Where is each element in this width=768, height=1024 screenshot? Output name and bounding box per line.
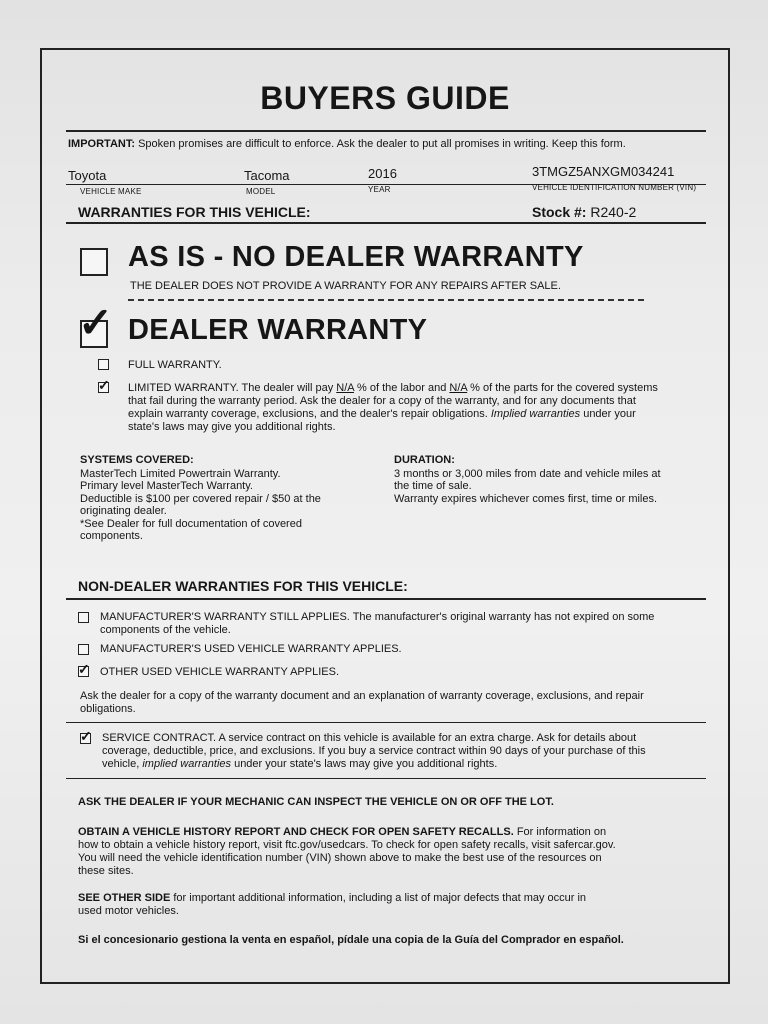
stock-label: Stock #: xyxy=(532,204,587,220)
vehicle-model-label: MODEL xyxy=(246,187,276,196)
buyers-guide-form xyxy=(40,48,730,984)
history-bold: OBTAIN A VEHICLE HISTORY REPORT AND CHECK FOR OPEN SAFETY RECALLS. xyxy=(78,826,514,838)
mfr-still-desc: The manufacturer's original warranty has not expired on some xyxy=(349,611,655,623)
limited-line-1a: LIMITED WARRANTY. The dealer will pay xyxy=(128,382,337,394)
full-warranty-label: FULL WARRANTY. xyxy=(128,359,222,371)
systems-line: MasterTech Limited Powertrain Warranty. xyxy=(80,468,281,480)
checkmark-icon: ✓ xyxy=(98,377,110,393)
service-line-3b: under your state's laws may give you additional rights. xyxy=(231,758,498,770)
warranties-rule xyxy=(66,222,706,224)
service-rule-bottom xyxy=(66,778,706,779)
important-label: IMPORTANT: xyxy=(68,138,136,150)
important-text: Spoken promises are difficult to enforce. Ask the dealer to put all promises in writing. Keep this form. xyxy=(135,138,626,150)
implied-warranties-italic: Implied warranties xyxy=(490,408,581,420)
stock-value: R240-2 xyxy=(590,204,637,220)
service-line-2: coverage, deductible, price, and exclusions. If you buy a service contract within 90 days of your purchase of this xyxy=(102,745,646,757)
vehicle-year-label: YEAR xyxy=(368,185,391,194)
other-side-bold: SEE OTHER SIDE xyxy=(78,892,171,904)
ask-dealer-copy xyxy=(80,690,710,716)
checkmark-icon: ✓ xyxy=(78,299,114,346)
labor-percent: N/A xyxy=(336,382,354,394)
service-rule-top xyxy=(66,722,706,723)
spanish-notice: Si el concesionario gestiona la venta en español, pídale una copia de la Guía del Comprador en español. xyxy=(78,934,624,946)
history-line-2: how to obtain a vehicle history report, visit ftc.gov/usedcars. To check for open safety recalls, visit safercar.gov. xyxy=(78,839,616,851)
service-line-3 xyxy=(102,758,712,771)
service-contract-text xyxy=(102,732,712,771)
systems-line: Primary level MasterTech Warranty. xyxy=(80,480,253,493)
form-title: BUYERS GUIDE xyxy=(260,80,510,116)
mfr-still-label: MANUFACTURER'S WARRANTY STILL APPLIES. xyxy=(100,611,350,623)
mfr-warranty-still-checkbox[interactable] xyxy=(78,612,89,623)
vehicle-vin-label: VEHICLE IDENTIFICATION NUMBER (VIN) xyxy=(532,183,697,192)
as-is-heading: AS IS - NO DEALER WARRANTY xyxy=(128,241,584,273)
checkmark-icon: ✓ xyxy=(80,728,92,744)
systems-line: *See Dealer for full documentation of covered xyxy=(80,517,302,530)
mfr-used-warranty-checkbox[interactable] xyxy=(78,644,89,655)
title-rule xyxy=(66,130,706,132)
mfr-still-line-1 xyxy=(100,611,710,624)
dashed-divider xyxy=(128,299,644,301)
service-line-1: SERVICE CONTRACT. A service contract on this vehicle is available for an extra charge. Ask for details about xyxy=(102,732,637,744)
as-is-subtext: THE DEALER DOES NOT PROVIDE A WARRANTY FOR ANY REPAIRS AFTER SALE. xyxy=(130,280,561,292)
as-is-checkbox[interactable] xyxy=(80,248,108,276)
limited-line-3 xyxy=(128,408,708,421)
mfr-used-warranty-label: MANUFACTURER'S USED VEHICLE WARRANTY APPLIES. xyxy=(100,643,402,655)
parts-percent: N/A xyxy=(449,382,468,394)
mfr-still-line-2: components of the vehicle. xyxy=(100,624,231,636)
limited-line-1b: % of the labor and xyxy=(353,382,450,394)
important-notice xyxy=(68,138,626,150)
dealer-warranty-heading: DEALER WARRANTY xyxy=(128,314,428,346)
non-dealer-rule xyxy=(66,598,706,600)
duration-text xyxy=(394,468,714,505)
stock-number xyxy=(532,204,636,220)
systems-text xyxy=(80,468,380,542)
warranties-heading: WARRANTIES FOR THIS VEHICLE: xyxy=(78,204,311,220)
ask-line-1: Ask the dealer for a copy of the warranty document and an explanation of warranty coverage, exclusions, and repair xyxy=(80,690,644,702)
other-side-notice xyxy=(78,892,708,918)
systems-line: originating dealer. xyxy=(80,505,167,518)
systems-line: components. xyxy=(80,530,143,543)
history-notice xyxy=(78,826,708,878)
history-line-3: You will need the vehicle identification number (VIN) shown above to make the best use of the resources on xyxy=(78,852,602,864)
limited-warranty-text xyxy=(128,382,708,434)
vehicle-model-value: Tacoma xyxy=(244,168,290,183)
limited-line-2: that fail during the warranty period. Ask the dealer for a copy of the warranty, and for any documents that xyxy=(128,395,636,407)
limited-line-3a: explain warranty coverage, exclusions, and the dealer's repair obligations. xyxy=(128,408,491,420)
other-side-line-2: used motor vehicles. xyxy=(78,905,179,917)
vehicle-year-value: 2016 xyxy=(368,166,397,181)
systems-heading: SYSTEMS COVERED: xyxy=(80,454,194,466)
limited-line-4: state's laws may give you additional rights. xyxy=(128,421,336,433)
service-line-3a: vehicle, xyxy=(102,758,143,770)
non-dealer-heading: NON-DEALER WARRANTIES FOR THIS VEHICLE: xyxy=(78,578,408,594)
vehicle-vin-value: 3TMGZ5ANXGM034241 xyxy=(532,164,675,179)
systems-line: Deductible is $100 per covered repair / $50 at the xyxy=(80,492,321,505)
mechanic-notice: ASK THE DEALER IF YOUR MECHANIC CAN INSPECT THE VEHICLE ON OR OFF THE LOT. xyxy=(78,796,554,808)
history-line-4: these sites. xyxy=(78,865,134,877)
vehicle-make-label: VEHICLE MAKE xyxy=(80,187,142,196)
vehicle-make-value: Toyota xyxy=(68,168,107,183)
checkmark-icon: ✓ xyxy=(78,661,90,677)
duration-line: the time of sale. xyxy=(394,480,472,493)
other-used-warranty-label: OTHER USED VEHICLE WARRANTY APPLIES. xyxy=(100,666,340,678)
limited-line-3b: under your xyxy=(580,408,636,420)
history-line-1b: For information on xyxy=(513,826,607,838)
history-line-1 xyxy=(78,826,708,839)
other-side-line-1 xyxy=(78,892,708,905)
limited-line-1 xyxy=(128,382,708,395)
limited-line-1c: % of the parts for the covered systems xyxy=(467,382,658,394)
duration-line: Warranty expires whichever comes first, time or miles. xyxy=(394,492,658,505)
duration-heading: DURATION: xyxy=(394,454,455,466)
duration-line: 3 months or 3,000 miles from date and vehicle miles at xyxy=(394,468,661,480)
ask-line-2: obligations. xyxy=(80,703,136,715)
mfr-warranty-still-text xyxy=(100,611,710,637)
full-warranty-checkbox[interactable] xyxy=(98,359,109,370)
service-implied-italic: implied warranties xyxy=(142,758,232,770)
other-side-line-1b: for important additional information, including a list of major defects that may occur in xyxy=(170,892,587,904)
